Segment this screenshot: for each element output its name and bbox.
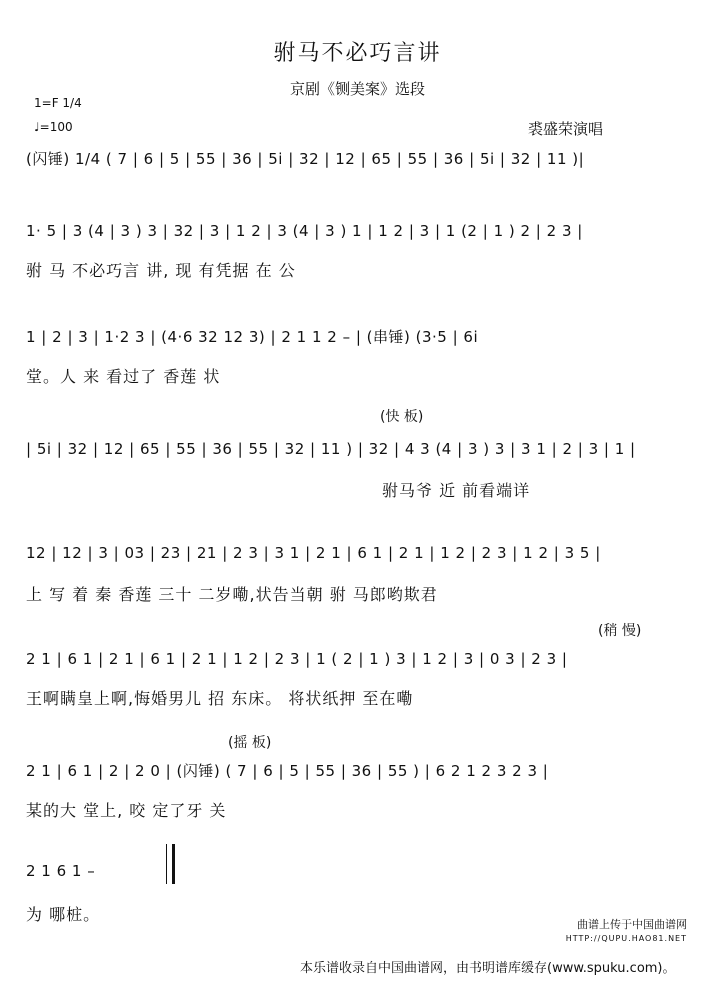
score-notes: 2 1 6 1 – <box>26 862 96 880</box>
tempo-marking: ♩=100 <box>34 120 73 134</box>
score-notes: 2 1 | 6 1 | 2 | 2 0 | (闪锤) ( 7 | 6 | 5 | 55 | 36 | 55 ) | 6 2 1 2 3 2 3 | <box>26 762 549 780</box>
tempo-mark-kuaiban: (快 板) <box>380 409 424 425</box>
singer-credit: 裘盛荣演唱 <box>528 120 604 138</box>
tempo-mark-yaoban: (摇 板) <box>228 735 272 751</box>
final-barline-thick <box>172 844 175 884</box>
score-lyrics: 驸 马 不必巧言 讲, 现 有凭据 在 公 <box>26 261 296 280</box>
key-signature: 1=F 1/4 <box>34 96 82 110</box>
score-line-4 <box>26 440 686 504</box>
score-line-2 <box>26 222 686 286</box>
score-notes: 1 | 2 | 3 | 1·2 3 | (4·6 32 12 3) | 2 1 1 2 – | (串锤) (3·5 | 6i <box>26 328 479 346</box>
final-barline-thin <box>166 844 167 884</box>
score-line-7 <box>26 760 686 824</box>
score-line-3 <box>26 326 686 390</box>
score-line-6 <box>26 650 686 714</box>
footer-note: 本乐谱收录自中国曲谱网，由书明谱库缓存(www.spuku.com)。 <box>300 961 676 976</box>
page-subtitle: 京剧《铡美案》选段 <box>289 80 425 98</box>
score-notes: 1· 5 | 3 (4 | 3 ) 3 | 32 | 3 | 1 2 | 3 (4 | 3 ) 1 | 1 2 | 3 | 1 (2 | 1 ) 2 | 2 3 | <box>26 222 583 240</box>
page-title: 驸马不必巧言讲 <box>273 41 442 66</box>
site-credit-line1: 曲谱上传于中国曲谱网 <box>577 918 687 931</box>
score-lyrics: 为 哪桩。 <box>26 905 101 924</box>
score-notes: 2 1 | 6 1 | 2 1 | 6 1 | 2 1 | 1 2 | 2 3 | 1 ( 2 | 1 ) 3 | 1 2 | 3 | 0 3 | 2 3 | <box>26 650 568 668</box>
score-line-5 <box>26 544 686 608</box>
score-lyrics: 王啊瞒皇上啊,悔婚男儿 招 东床。 将状纸押 至在嘞 <box>26 689 414 708</box>
score-notes: | 5i | 32 | 12 | 65 | 55 | 36 | 55 | 32 | 11 ) | 32 | 4 3 (4 | 3 ) 3 | 3 1 | 2 | 3 | 1 | <box>26 440 636 458</box>
site-credit-line2: HTTP://QUPU.HAO81.NET <box>565 934 687 943</box>
score-lyrics: 堂。人 来 看过了 香莲 状 <box>26 367 221 386</box>
score-notes: 12 | 12 | 3 | 03 | 23 | 21 | 2 3 | 3 1 | 2 1 | 6 1 | 2 1 | 1 2 | 2 3 | 1 2 | 3 5 | <box>26 544 601 562</box>
site-credit <box>566 918 687 945</box>
score-lyrics: 驸马爷 近 前看端详 <box>382 481 531 500</box>
score-line-1 <box>26 148 686 188</box>
score-line-8 <box>26 862 686 926</box>
score-notes: (闪锤) 1/4 ( 7 | 6 | 5 | 55 | 36 | 5i | 32 | 12 | 65 | 55 | 36 | 5i | 32 | 11 )| <box>26 150 585 168</box>
score-lyrics: 上 写 着 秦 香莲 三十 二岁嘞,状告当朝 驸 马郎哟欺君 <box>26 585 438 604</box>
score-lyrics: 某的大 堂上, 咬 定了牙 关 <box>26 801 227 820</box>
tempo-mark-shaoman: (稍 慢) <box>598 623 642 639</box>
